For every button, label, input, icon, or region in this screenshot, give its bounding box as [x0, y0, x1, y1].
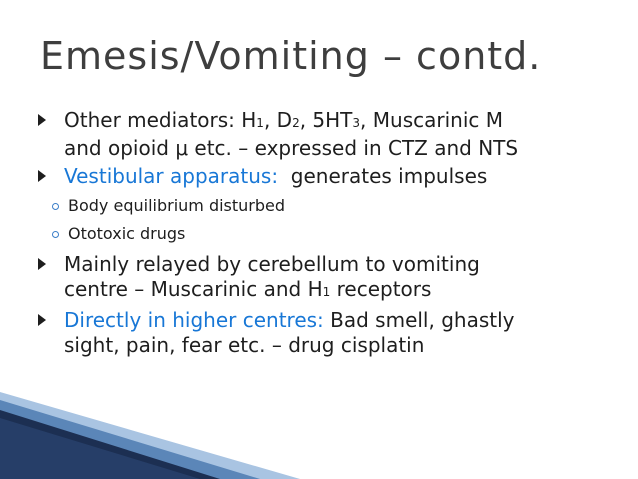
- bullet-text-line2: and opioid μ etc. – expressed in CTZ and NTS: [64, 136, 519, 160]
- bullet-text: Other mediators: H: [64, 108, 257, 132]
- bullet-text: , Muscarinic M: [360, 108, 503, 132]
- sub-bullet-text: Body equilibrium disturbed: [68, 196, 286, 215]
- bullet-text: receptors: [330, 277, 432, 301]
- bullet-text-line2: sight, pain, fear etc. – drug cisplatin: [64, 333, 425, 357]
- bullet-text: Bad smell, ghastly: [323, 308, 515, 332]
- bullet-text: , D: [263, 108, 293, 132]
- highlight-text: Vestibular apparatus:: [64, 164, 279, 188]
- bullet-text: centre – Muscarinic and H: [64, 277, 323, 301]
- slide-title: Emesis/Vomiting – contd.: [40, 34, 542, 78]
- bullet-text: Mainly relayed by cerebellum to vomiting: [64, 252, 480, 276]
- subscript: 2: [292, 116, 300, 130]
- sub-bullet-text: Ototoxic drugs: [68, 224, 186, 243]
- subscript: 3: [352, 116, 361, 130]
- subscript: 1: [256, 116, 264, 130]
- subscript: 1: [322, 285, 331, 299]
- bullet-text: , 5HT: [299, 108, 353, 132]
- highlight-text: Directly in higher centres:: [64, 308, 324, 332]
- bullet-text: generates impulses: [278, 164, 488, 188]
